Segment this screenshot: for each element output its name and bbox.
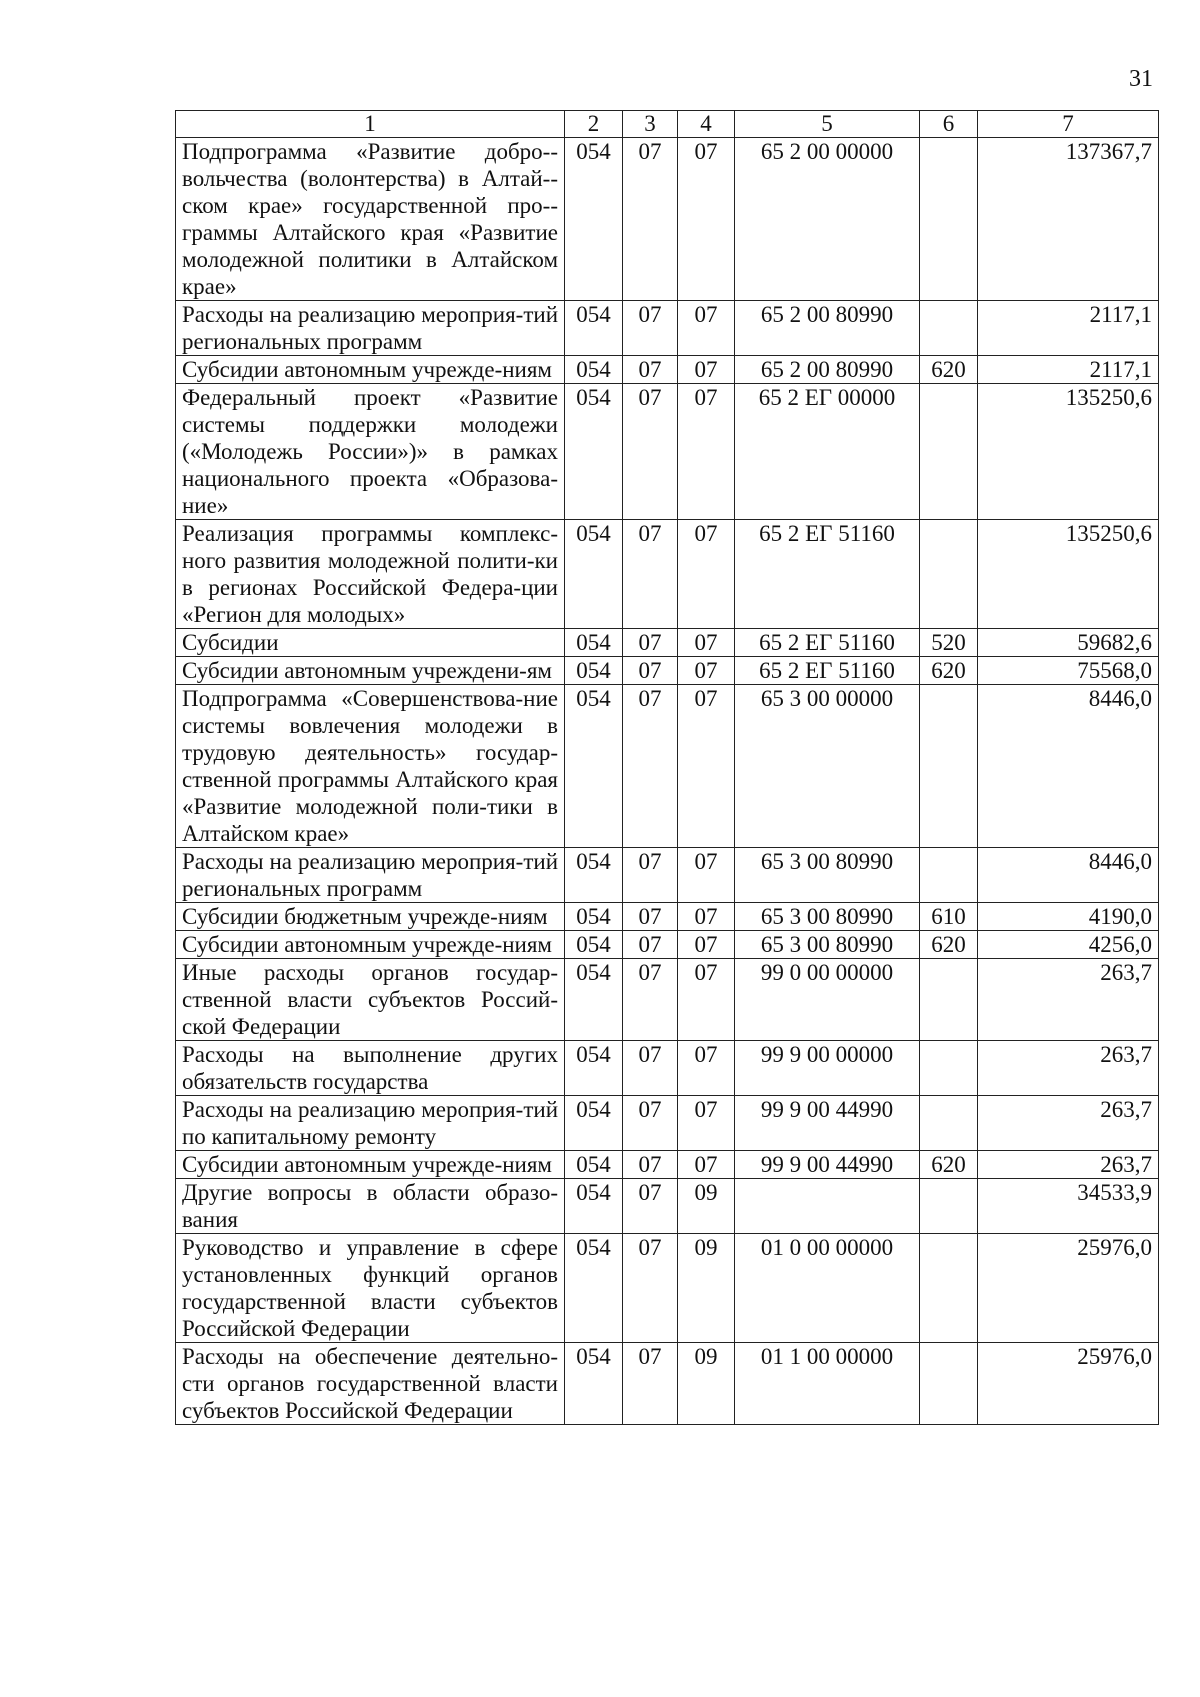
table-row	[176, 657, 1159, 685]
cell-code-2: 054	[565, 1343, 623, 1425]
cell-code-2: 054	[565, 1234, 623, 1343]
cell-code-3: 07	[623, 1343, 678, 1425]
cell-name: Субсидии автономным учрежде-ниям	[176, 1151, 565, 1179]
cell-code-5: 99 0 00 00000	[735, 959, 920, 1041]
header-col-4: 4	[678, 111, 735, 138]
cell-code-5: 65 3 00 80990	[735, 848, 920, 903]
header-col-5: 5	[735, 111, 920, 138]
cell-code-4: 07	[678, 685, 735, 848]
cell-amount: 25976,0	[978, 1234, 1159, 1343]
cell-code-2: 054	[565, 931, 623, 959]
cell-code-4: 07	[678, 629, 735, 657]
cell-name: Субсидии	[176, 629, 565, 657]
cell-code-3: 07	[623, 657, 678, 685]
cell-code-6	[920, 1041, 978, 1096]
cell-code-4: 07	[678, 1041, 735, 1096]
cell-code-4: 09	[678, 1179, 735, 1234]
cell-amount: 4190,0	[978, 903, 1159, 931]
cell-amount: 59682,6	[978, 629, 1159, 657]
table-row	[176, 1041, 1159, 1096]
header-col-1: 1	[176, 111, 565, 138]
header-col-7: 7	[978, 111, 1159, 138]
cell-code-4: 07	[678, 657, 735, 685]
cell-code-6: 620	[920, 356, 978, 384]
cell-code-2: 054	[565, 384, 623, 520]
table-row	[176, 685, 1159, 848]
cell-code-3: 07	[623, 301, 678, 356]
cell-code-3: 07	[623, 1179, 678, 1234]
table-row	[176, 1343, 1159, 1425]
cell-code-4: 09	[678, 1343, 735, 1425]
cell-code-3: 07	[623, 903, 678, 931]
cell-code-4: 07	[678, 903, 735, 931]
cell-name: Расходы на реализацию мероприя-тий региональных программ	[176, 301, 565, 356]
cell-code-3: 07	[623, 959, 678, 1041]
cell-code-4: 07	[678, 384, 735, 520]
cell-code-2: 054	[565, 520, 623, 629]
table-body	[176, 138, 1159, 1425]
cell-amount: 263,7	[978, 1041, 1159, 1096]
cell-name: Руководство и управление в сфере установленных функций органов государственной власти субъектов Российской Федерации	[176, 1234, 565, 1343]
cell-code-3: 07	[623, 848, 678, 903]
cell-code-2: 054	[565, 1041, 623, 1096]
cell-code-3: 07	[623, 685, 678, 848]
cell-code-2: 054	[565, 1179, 623, 1234]
cell-code-6: 610	[920, 903, 978, 931]
cell-code-5: 99 9 00 00000	[735, 1041, 920, 1096]
cell-code-3: 07	[623, 1096, 678, 1151]
table-row	[176, 1179, 1159, 1234]
cell-code-3: 07	[623, 931, 678, 959]
cell-code-3: 07	[623, 384, 678, 520]
table-row	[176, 959, 1159, 1041]
cell-amount: 2117,1	[978, 301, 1159, 356]
cell-code-5: 65 3 00 80990	[735, 903, 920, 931]
cell-code-5: 65 2 ЕГ 51160	[735, 520, 920, 629]
cell-code-6	[920, 1343, 978, 1425]
cell-code-5: 65 2 ЕГ 51160	[735, 629, 920, 657]
cell-name: Субсидии автономным учреждени-ям	[176, 657, 565, 685]
cell-name: Расходы на выполнение других обязательств государства	[176, 1041, 565, 1096]
cell-amount: 8446,0	[978, 685, 1159, 848]
cell-code-4: 09	[678, 1234, 735, 1343]
cell-code-5: 99 9 00 44990	[735, 1151, 920, 1179]
budget-table	[175, 110, 1159, 1425]
cell-name: Субсидии автономным учрежде-ниям	[176, 931, 565, 959]
cell-code-3: 07	[623, 138, 678, 301]
cell-code-5: 01 0 00 00000	[735, 1234, 920, 1343]
table-row	[176, 1234, 1159, 1343]
cell-code-4: 07	[678, 1096, 735, 1151]
cell-code-2: 054	[565, 848, 623, 903]
table-row	[176, 848, 1159, 903]
table-row	[176, 520, 1159, 629]
cell-code-2: 054	[565, 1096, 623, 1151]
cell-code-3: 07	[623, 520, 678, 629]
cell-name: Федеральный проект «Развитие системы поддержки молодежи («Молодежь России»)» в рамках национального проекта «Образова-ние»	[176, 384, 565, 520]
table-row	[176, 1151, 1159, 1179]
cell-code-6	[920, 138, 978, 301]
cell-code-2: 054	[565, 1151, 623, 1179]
cell-code-2: 054	[565, 685, 623, 848]
cell-name: Другие вопросы в области образо-вания	[176, 1179, 565, 1234]
cell-amount: 34533,9	[978, 1179, 1159, 1234]
cell-code-4: 07	[678, 848, 735, 903]
page-number: 31	[1129, 66, 1153, 92]
cell-name: Расходы на реализацию мероприя-тий по капитальному ремонту	[176, 1096, 565, 1151]
cell-code-4: 07	[678, 301, 735, 356]
cell-code-3: 07	[623, 356, 678, 384]
cell-code-6	[920, 384, 978, 520]
cell-code-2: 054	[565, 629, 623, 657]
cell-code-2: 054	[565, 301, 623, 356]
cell-code-2: 054	[565, 356, 623, 384]
cell-code-3: 07	[623, 1234, 678, 1343]
cell-code-6	[920, 301, 978, 356]
cell-code-3: 07	[623, 1041, 678, 1096]
table-row	[176, 356, 1159, 384]
cell-name: Расходы на обеспечение деятельно-сти органов государственной власти субъектов Российской Федерации	[176, 1343, 565, 1425]
cell-code-2: 054	[565, 903, 623, 931]
cell-code-6	[920, 1179, 978, 1234]
table-row	[176, 629, 1159, 657]
cell-code-6	[920, 520, 978, 629]
cell-name: Субсидии автономным учрежде-ниям	[176, 356, 565, 384]
cell-amount: 4256,0	[978, 931, 1159, 959]
cell-code-4: 07	[678, 356, 735, 384]
cell-amount: 8446,0	[978, 848, 1159, 903]
header-col-3: 3	[623, 111, 678, 138]
cell-amount: 135250,6	[978, 384, 1159, 520]
cell-name: Расходы на реализацию мероприя-тий региональных программ	[176, 848, 565, 903]
cell-name: Иные расходы органов государ-ственной власти субъектов Россий-ской Федерации	[176, 959, 565, 1041]
header-col-2: 2	[565, 111, 623, 138]
cell-code-2: 054	[565, 959, 623, 1041]
cell-code-5: 65 3 00 00000	[735, 685, 920, 848]
cell-code-2: 054	[565, 138, 623, 301]
cell-amount: 137367,7	[978, 138, 1159, 301]
table-row	[176, 903, 1159, 931]
cell-code-4: 07	[678, 138, 735, 301]
cell-code-5: 01 1 00 00000	[735, 1343, 920, 1425]
cell-amount: 75568,0	[978, 657, 1159, 685]
cell-amount: 135250,6	[978, 520, 1159, 629]
table-row	[176, 384, 1159, 520]
cell-code-5: 65 2 ЕГ 51160	[735, 657, 920, 685]
cell-code-4: 07	[678, 931, 735, 959]
cell-code-5	[735, 1179, 920, 1234]
cell-code-6	[920, 959, 978, 1041]
cell-code-2: 054	[565, 657, 623, 685]
table-row	[176, 1096, 1159, 1151]
cell-amount: 25976,0	[978, 1343, 1159, 1425]
cell-code-6: 620	[920, 1151, 978, 1179]
cell-code-4: 07	[678, 1151, 735, 1179]
cell-name: Подпрограмма «Развитие добро-вольчества (волонтерства) в Алтай-ском крае» государственной про-граммы Алтайского края «Развитие молодежной политики в Алтайском крае»	[176, 138, 565, 301]
table-row	[176, 301, 1159, 356]
cell-code-5: 65 2 00 80990	[735, 301, 920, 356]
cell-code-6: 520	[920, 629, 978, 657]
cell-code-5: 65 3 00 80990	[735, 931, 920, 959]
cell-code-5: 65 2 ЕГ 00000	[735, 384, 920, 520]
cell-amount: 263,7	[978, 1096, 1159, 1151]
cell-code-6: 620	[920, 931, 978, 959]
header-col-6: 6	[920, 111, 978, 138]
cell-name: Реализация программы комплекс-ного развития молодежной полити-ки в регионах Российской Федера-ции «Регион для молодых»	[176, 520, 565, 629]
cell-code-6	[920, 685, 978, 848]
cell-amount: 263,7	[978, 959, 1159, 1041]
table-row	[176, 931, 1159, 959]
cell-code-4: 07	[678, 959, 735, 1041]
cell-code-6	[920, 1234, 978, 1343]
table-header-row	[176, 111, 1159, 138]
cell-code-6	[920, 848, 978, 903]
cell-code-6	[920, 1096, 978, 1151]
table-row	[176, 138, 1159, 301]
cell-code-6: 620	[920, 657, 978, 685]
cell-name: Подпрограмма «Совершенствова-ние системы вовлечения молодежи в трудовую деятельность» государ-ственной программы Алтайского края «Развитие молодежной поли-тики в Алтайском крае»	[176, 685, 565, 848]
cell-code-4: 07	[678, 520, 735, 629]
cell-amount: 263,7	[978, 1151, 1159, 1179]
cell-code-5: 99 9 00 44990	[735, 1096, 920, 1151]
cell-code-5: 65 2 00 00000	[735, 138, 920, 301]
cell-code-5: 65 2 00 80990	[735, 356, 920, 384]
cell-amount: 2117,1	[978, 356, 1159, 384]
cell-name: Субсидии бюджетным учрежде-ниям	[176, 903, 565, 931]
cell-code-3: 07	[623, 629, 678, 657]
cell-code-3: 07	[623, 1151, 678, 1179]
